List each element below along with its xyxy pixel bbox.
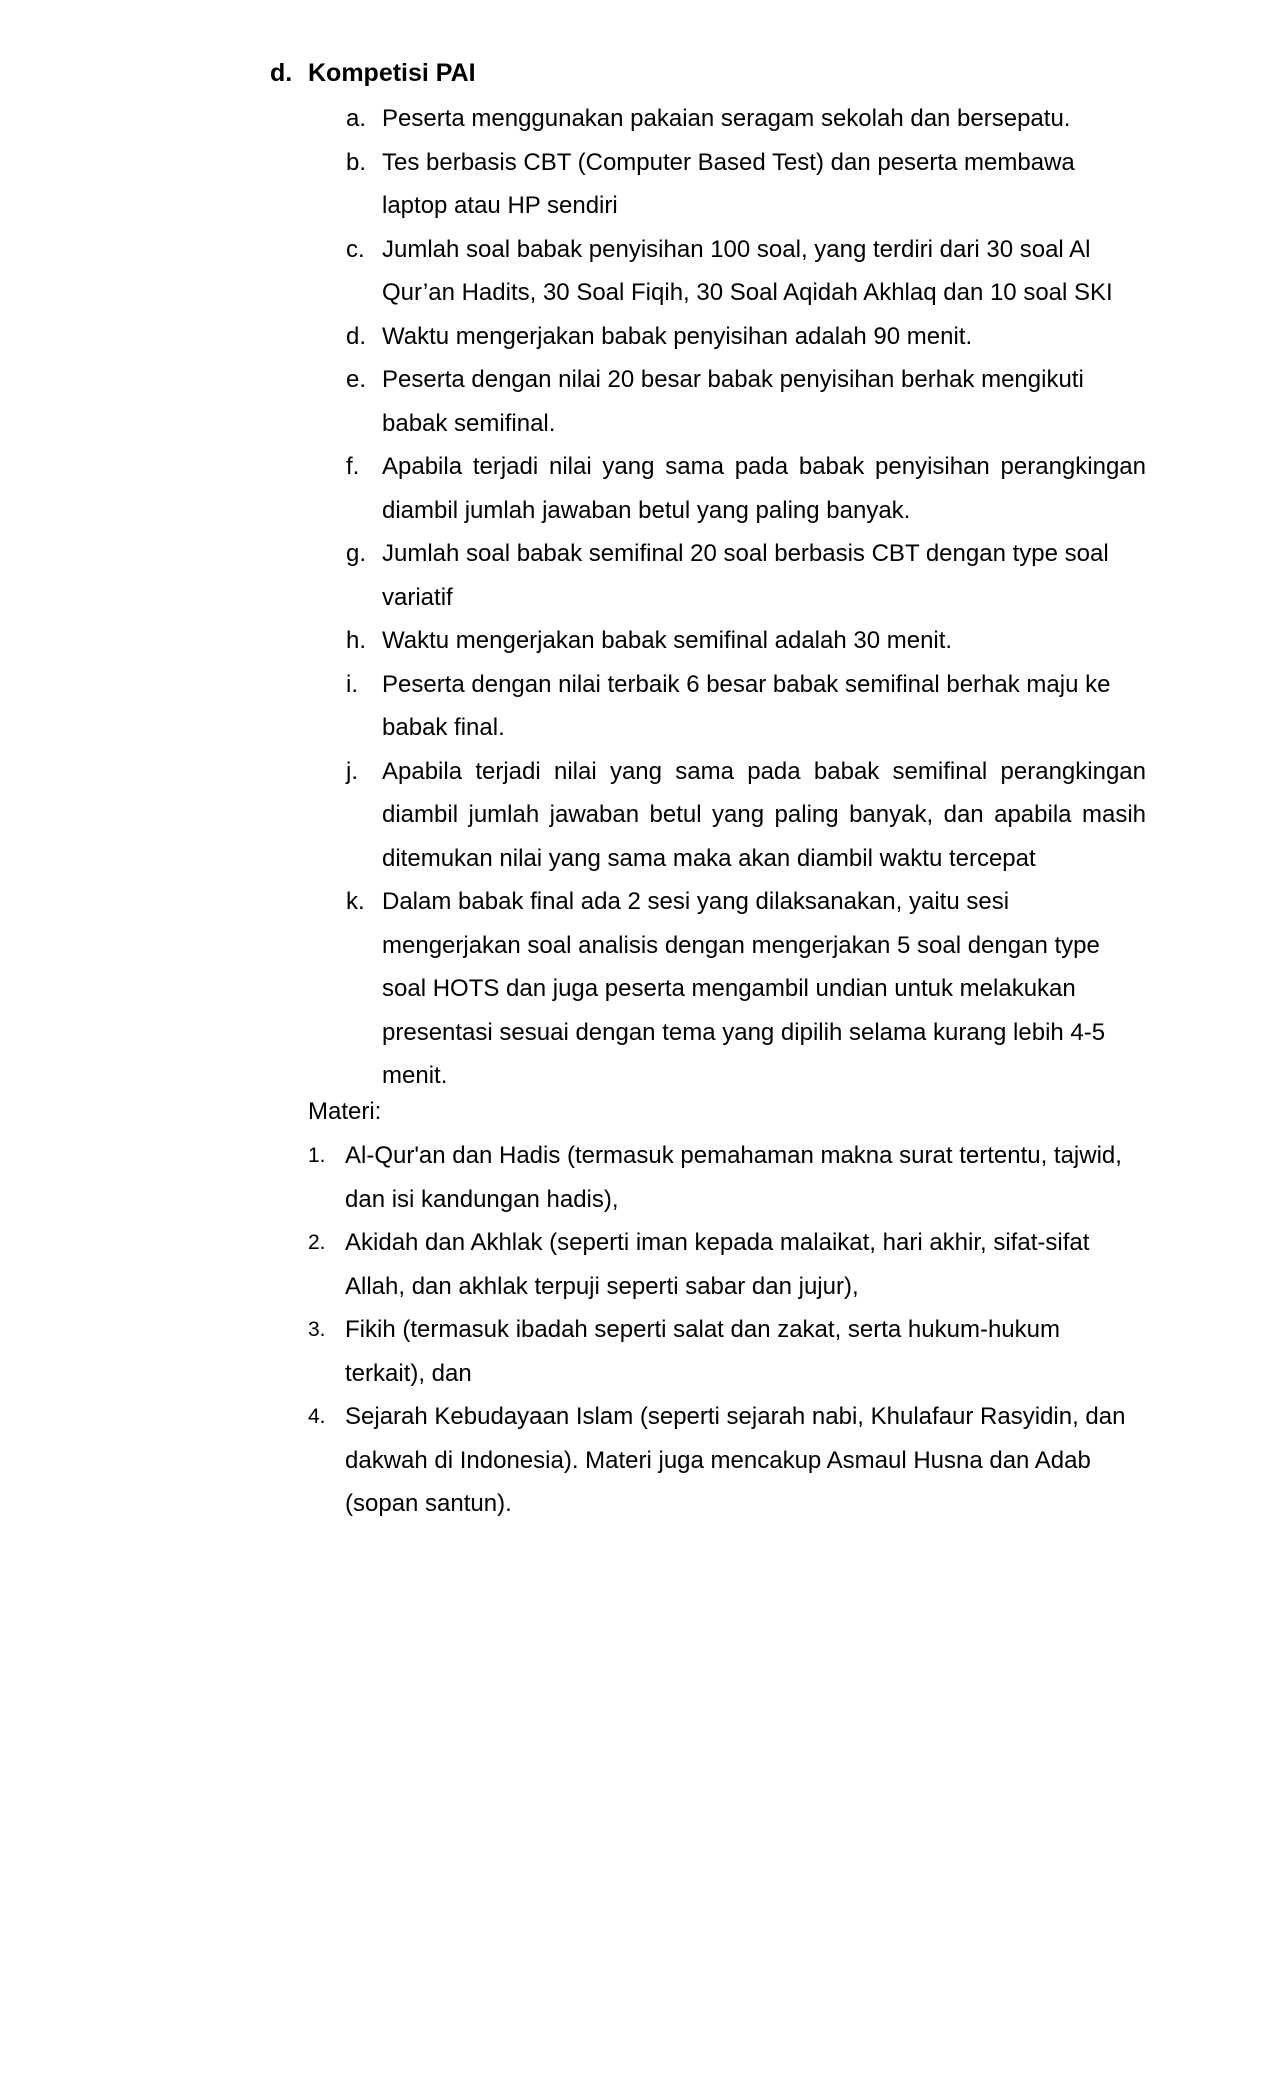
materi-text: Al-Qur'an dan Hadis (termasuk pemahaman makna surat tertentu, tajwid, dan isi kandungan hadis),	[345, 1142, 1122, 1213]
rule-marker: a.	[346, 105, 367, 132]
section-title: Kompetisi PAI	[308, 59, 476, 87]
rule-item-d	[346, 315, 1146, 359]
section-marker: d.	[270, 59, 293, 87]
materi-text: Fikih (termasuk ibadah seperti salat dan zakat, serta hukum-hukum terkait), dan	[345, 1316, 1060, 1387]
materi-item-4	[308, 1395, 1138, 1526]
rule-item-g	[346, 532, 1146, 619]
rule-text: Apabila terjadi nilai yang sama pada babak semifinal perangkingan diambil jumlah jawaban betul yang paling banyak, dan apabila masih ditemukan nilai yang sama maka akan diambil waktu tercepat	[382, 757, 1146, 872]
rule-item-h	[346, 619, 1146, 663]
rule-marker: k.	[346, 888, 365, 915]
rule-marker: g.	[346, 540, 367, 567]
rule-marker: j.	[346, 757, 358, 785]
rule-item-a	[346, 97, 1146, 141]
rule-text: Tes berbasis CBT (Computer Based Test) dan peserta membawa laptop atau HP sendiri	[382, 148, 1075, 219]
rule-text: Waktu mengerjakan babak semifinal adalah 30 menit.	[382, 627, 953, 654]
rule-text: Waktu mengerjakan babak penyisihan adalah 90 menit.	[382, 322, 973, 350]
rule-text: Peserta dengan nilai terbaik 6 besar babak semifinal berhak maju ke babak final.	[382, 670, 1111, 741]
materi-item-2	[308, 1221, 1138, 1308]
rule-text: Apabila terjadi nilai yang sama pada babak penyisihan perangkingan diambil jumlah jawaban betul yang paling banyak.	[382, 453, 1146, 524]
materi-marker: 2.	[308, 1231, 326, 1254]
section-heading	[270, 55, 476, 91]
rule-item-c	[346, 228, 1146, 315]
rule-item-j	[346, 750, 1146, 881]
materi-text: Sejarah Kebudayaan Islam (seperti sejarah nabi, Khulafaur Rasyidin, dan dakwah di Indonesia). Materi juga mencakup Asmaul Husna dan Adab (sopan santun).	[345, 1403, 1126, 1517]
materi-item-3	[308, 1308, 1138, 1395]
rule-item-k	[346, 880, 1146, 1098]
rule-item-b	[346, 141, 1146, 228]
rule-text: Dalam babak final ada 2 sesi yang dilaksanakan, yaitu sesi mengerjakan soal analisis dengan mengerjakan 5 soal dengan type soal HOTS dan juga peserta mengambil undian untuk melakukan presentasi sesuai dengan tema yang dipilih selama kurang lebih 4-5 menit.	[382, 888, 1106, 1089]
rule-item-i	[346, 663, 1146, 750]
materi-marker: 3.	[308, 1318, 326, 1341]
materi-marker: 1.	[308, 1144, 326, 1167]
materi-text: Akidah dan Akhlak (seperti iman kepada malaikat, hari akhir, sifat-sifat Allah, dan akhlak terpuji seperti sabar dan jujur),	[345, 1229, 1090, 1300]
materi-item-1	[308, 1134, 1138, 1221]
rule-item-e	[346, 358, 1146, 445]
rule-text: Peserta menggunakan pakaian seragam sekolah dan bersepatu.	[382, 105, 1071, 132]
materi-marker: 4.	[308, 1405, 326, 1428]
materi-list	[308, 1134, 1138, 1526]
rule-text: Jumlah soal babak semifinal 20 soal berbasis CBT dengan type soal variatif	[382, 540, 1109, 611]
rule-text: Jumlah soal babak penyisihan 100 soal, yang terdiri dari 30 soal Al Qur’an Hadits, 30 Soal Fiqih, 30 Soal Aqidah Akhlaq dan 10 soal SKI	[382, 235, 1113, 306]
rule-marker: d.	[346, 322, 367, 350]
rule-text: Peserta dengan nilai 20 besar babak penyisihan berhak mengikuti babak semifinal.	[382, 366, 1084, 437]
rule-marker: e.	[346, 366, 367, 393]
rules-list	[346, 97, 1146, 1098]
rule-marker: i.	[346, 670, 358, 698]
rule-marker: c.	[346, 235, 365, 263]
rule-marker: b.	[346, 148, 367, 176]
rule-item-f	[346, 445, 1146, 532]
rule-marker: f.	[346, 453, 360, 480]
rule-marker: h.	[346, 627, 367, 654]
materi-label: Materi:	[308, 1098, 382, 1125]
